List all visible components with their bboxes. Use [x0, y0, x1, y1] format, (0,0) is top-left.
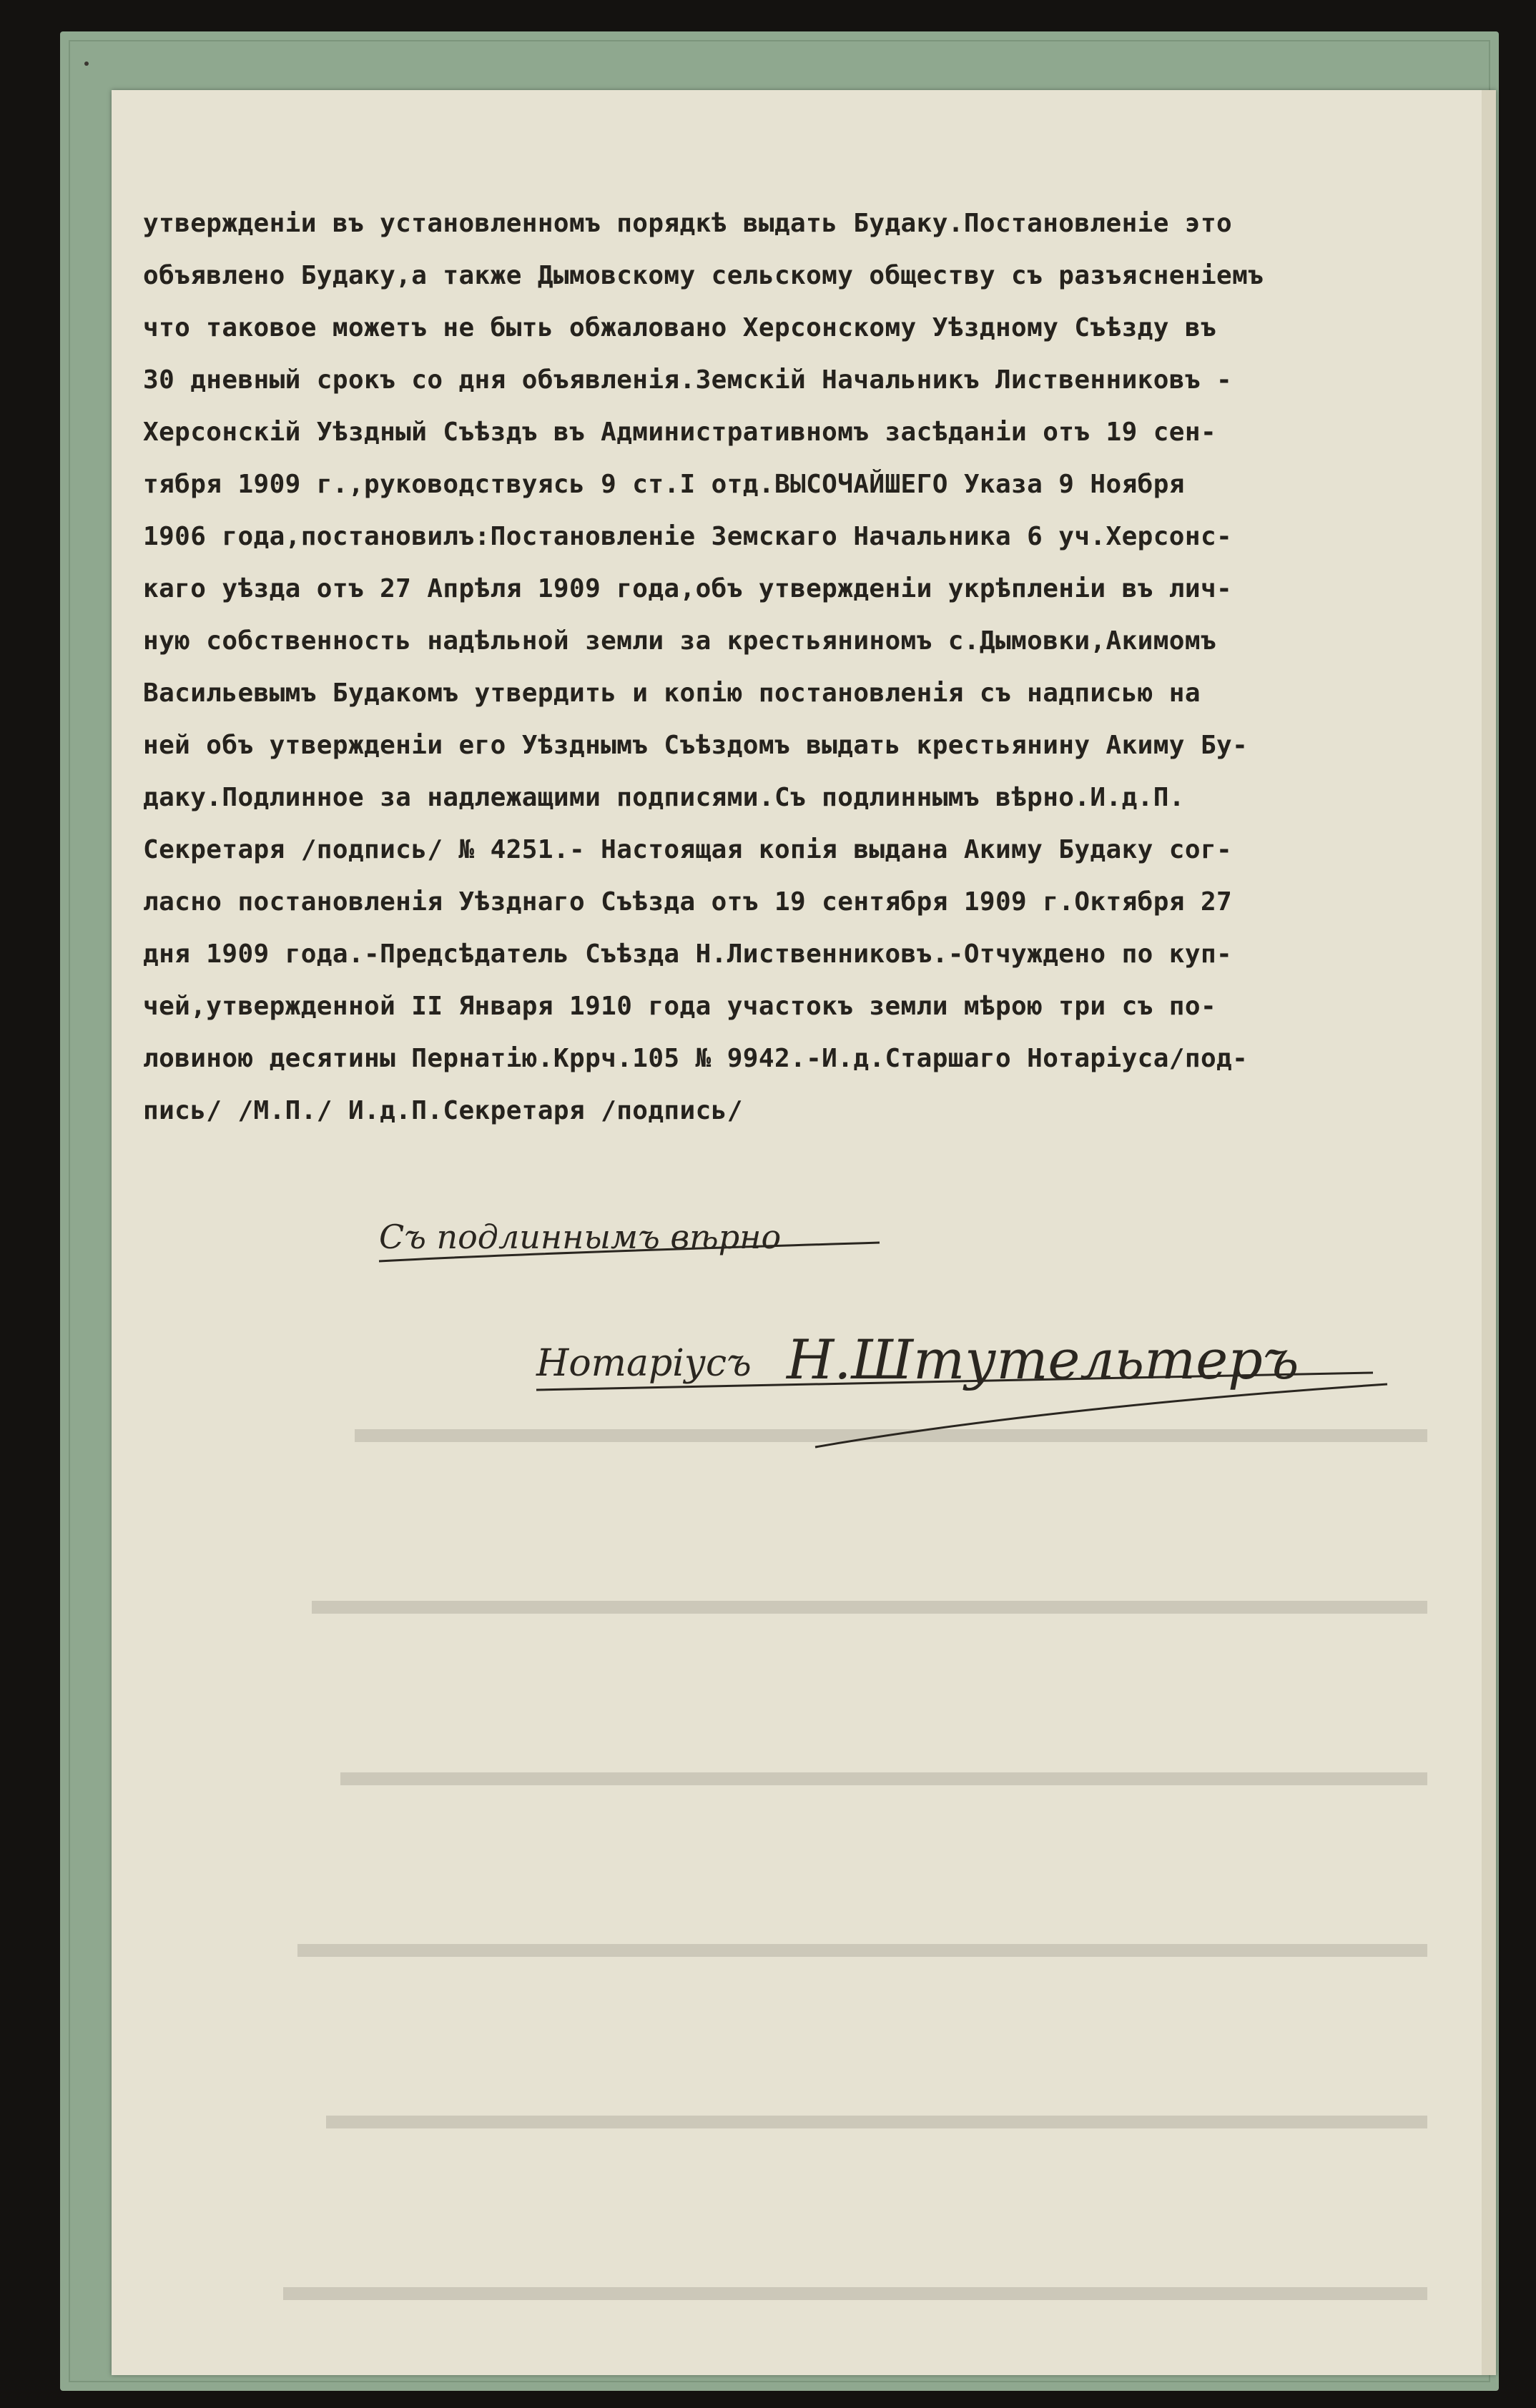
text-line: Секретаря /подпись/ № 4251.- Настоящая копiя выдана Акиму Будаку сог-	[143, 835, 1233, 864]
text-line: каго уѣзда отъ 27 Апрѣля 1909 года,объ утвержденiи укрѣпленiи въ лич-	[143, 574, 1233, 603]
text-line: даку.Подлинное за надлежащими подписями.Съ подлиннымъ вѣрно.И.д.П.	[143, 783, 1185, 812]
text-line: чей,утвержденной II Января 1910 года участокъ земли мѣрою три съ по-	[143, 992, 1217, 1021]
handwritten-certification	[372, 1204, 887, 1283]
notary-signature	[479, 1304, 1409, 1476]
text-line: утвержденiи въ установленномъ порядкѣ выдать Будаку.Постановленiе это	[143, 209, 1233, 238]
typewritten-text	[143, 197, 1387, 1137]
text-line: объявлено Будаку,а также Дымовскому сельскому обществу съ разъясненiемъ	[143, 261, 1264, 290]
ink-mark	[84, 61, 89, 66]
text-line: ней объ утвержденiи его Уѣзднымъ Съѣздомъ выдать крестьянину Акиму Бу-	[143, 731, 1249, 760]
notary-name: Н.Штутельтеръ	[787, 1328, 1299, 1391]
text-line: 1906 года,постановилъ:Постановленiе Земскаго Начальника 6 уч.Херсонс-	[143, 522, 1233, 551]
page-edge	[1482, 90, 1496, 2375]
text-line: что таковое можетъ не быть обжаловано Херсонскому Уѣздному Съѣзду въ	[143, 313, 1217, 342]
signature-flourish	[815, 1384, 1387, 1447]
text-line: ную собственность надѣльной земли за крестьяниномъ с.Дымовки,Акимомъ	[143, 626, 1217, 656]
notary-label: Нотарiусъ	[536, 1342, 752, 1385]
text-line: 30 дневный срокъ со дня объявленiя.Земскiй Начальникъ Лиственниковъ -	[143, 365, 1233, 395]
text-line: ловиною десятины Пернатiю.Кррч.105 № 9942.-И.д.Старшаго Нотарiуса/под-	[143, 1044, 1249, 1073]
text-line: дня 1909 года.-Предсѣдатель Съѣзда Н.Лиственниковъ.-Отчуждено по куп-	[143, 939, 1233, 969]
certification-text: Съ подлиннымъ вѣрно	[379, 1218, 782, 1256]
text-line: ласно постановленiя Уѣзднаго Съѣзда отъ 19 сентября 1909 г.Октября 27	[143, 887, 1233, 917]
text-line: пись/ /М.П./ И.д.П.Секретаря /подпись/	[143, 1096, 743, 1125]
text-line: Васильевымъ Будакомъ утвердить и копiю постановленiя съ надписью на	[143, 679, 1201, 708]
text-line: тября 1909 г.,руководствуясь 9 ст.I отд.ВЫСОЧАЙШЕГО Указа 9 Ноября	[143, 470, 1185, 499]
text-line: Херсонскiй Уѣздный Съѣздъ въ Административномъ засѣданiи отъ 19 сен-	[143, 418, 1217, 447]
